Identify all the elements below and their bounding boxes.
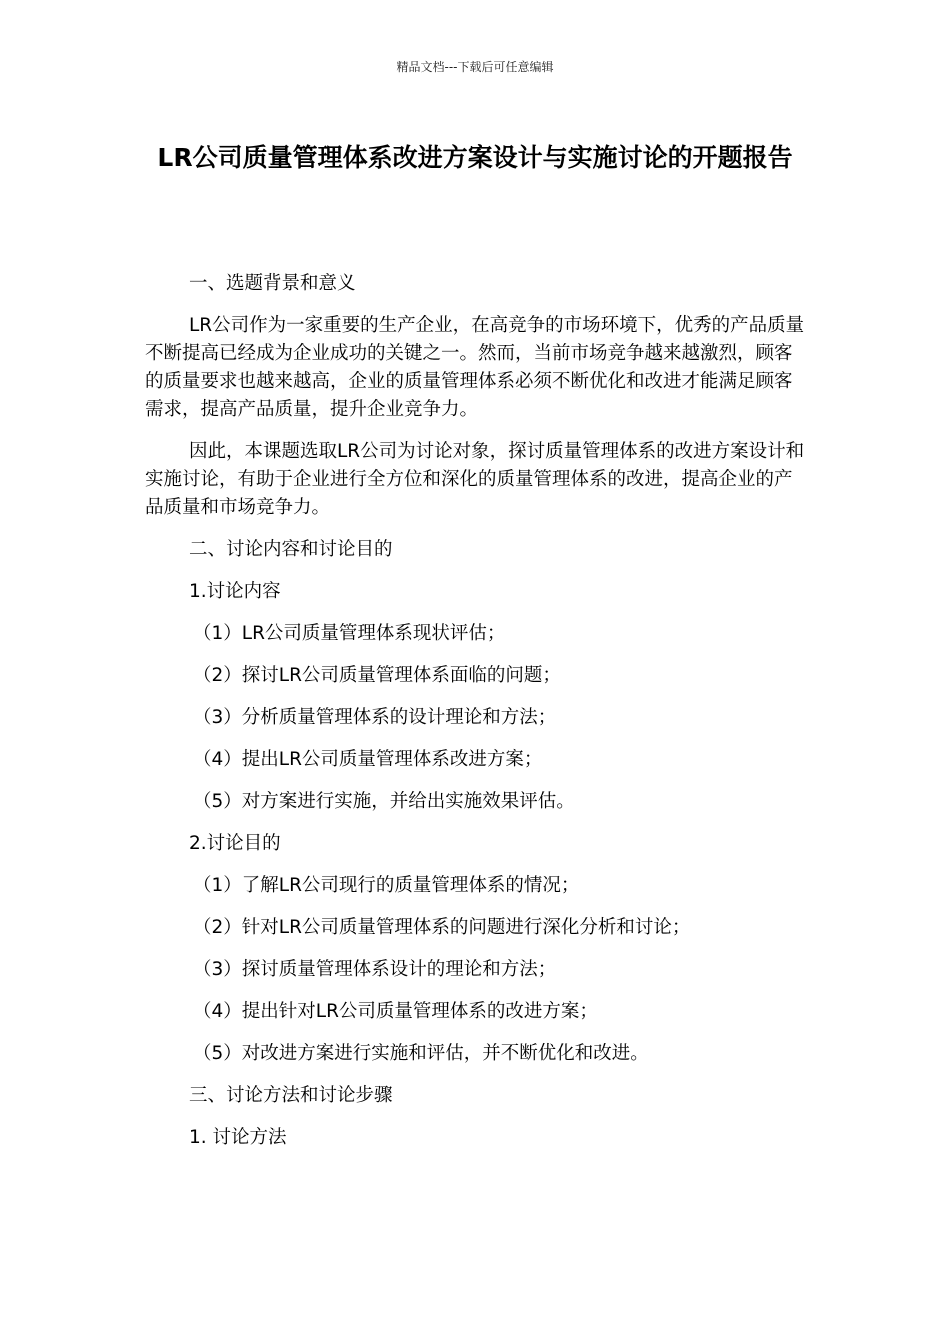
list-item: （4）提出LR公司质量管理体系改进方案； [193,749,543,770]
list-item: （5）对方案进行实施，并给出实施效果评估。 [193,791,575,812]
list-item: （3）分析质量管理体系的设计理论和方法； [193,707,557,728]
paragraph-purpose: 因此，本课题选取LR公司为讨论对象，探讨质量管理体系的改进方案设计和实施讨论，有助于企业进行全方位和深化的质量管理体系的改进，提高企业的产品质量和市场竞争力。 [145,441,805,518]
page-header: 精品文档---下载后可任意编辑 [396,60,554,74]
paragraph-background: LR公司作为一家重要的生产企业，在高竞争的市场环境下，优秀的产品质量不断提高已经成为企业成功的关键之一。然而，当前市场竞争越来越激烈，顾客的质量要求也越来越高，企业的质量管理体系必须不断优化和改进才能满足顾客需求，提高产品质量，提升企业竞争力。 [145,315,805,420]
subheading-method: 1. 讨论方法 [189,1127,287,1148]
list-item: （1）了解LR公司现行的质量管理体系的情况； [193,875,580,896]
document-title: LR公司质量管理体系改进方案设计与实施讨论的开题报告 [157,143,793,172]
section-heading-1: 一、选题背景和意义 [189,273,356,294]
list-item: （1）LR公司质量管理体系现状评估； [193,623,506,644]
section-heading-2: 二、讨论内容和讨论目的 [189,539,393,560]
list-item: （2）针对LR公司质量管理体系的问题进行深化分析和讨论； [193,917,691,938]
list-item: （5）对改进方案进行实施和评估，并不断优化和改进。 [193,1043,649,1064]
section-heading-3: 三、讨论方法和讨论步骤 [189,1085,393,1106]
list-item: （3）探讨质量管理体系设计的理论和方法； [193,959,557,980]
subheading-content: 1.讨论内容 [189,581,281,602]
document-body [145,270,805,1152]
list-item: （2）探讨LR公司质量管理体系面临的问题； [193,665,561,686]
list-item: （4）提出针对LR公司质量管理体系的改进方案； [193,1001,598,1022]
subheading-goal: 2.讨论目的 [189,833,281,854]
